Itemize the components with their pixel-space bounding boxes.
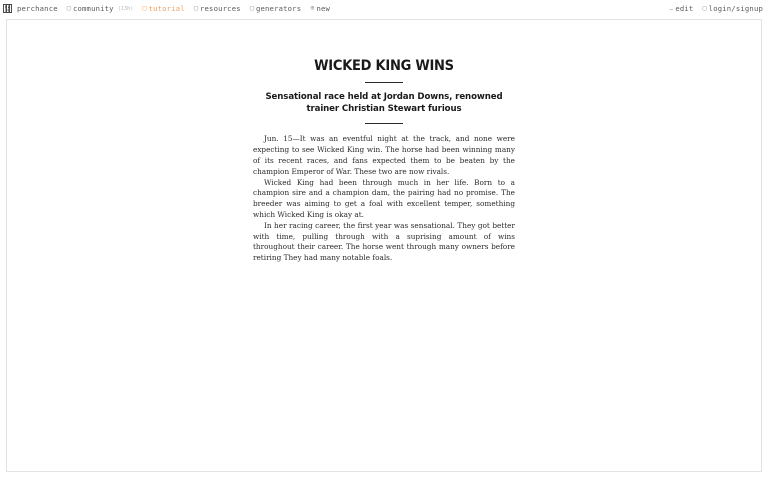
- nav-label-resources: resources: [200, 4, 241, 13]
- nav-item-new[interactable]: [310, 4, 330, 13]
- title-divider: [365, 82, 403, 83]
- book-icon: ▢: [193, 4, 198, 12]
- nav-label-login-signup: login/signup: [708, 4, 763, 13]
- nav-label-community: community: [72, 4, 114, 13]
- pencil-icon: ⚊: [669, 4, 674, 12]
- nav-item-perchance[interactable]: [3, 4, 58, 13]
- book-icon: ▢: [66, 4, 71, 12]
- nav-item-community[interactable]: [67, 4, 134, 13]
- article-paragraph: Jun. 15—It was an eventful night at the track, and none were expecting to see Wicked King win. The horse had been winning many of its recent races, and fans expected them to be beaten by the champion Emperor of War. These two are now rivals.: [253, 134, 515, 176]
- subtitle-divider: [365, 123, 403, 124]
- article-subtitle: Sensational race held at Jordan Downs, renowned trainer Christian Stewart furious: [265, 91, 503, 115]
- nav-item-edit[interactable]: [669, 4, 693, 13]
- article-title: WICKED KING WINS: [314, 58, 454, 74]
- nav-item-login-signup[interactable]: [702, 4, 763, 13]
- content-panel: [6, 19, 762, 472]
- nav-item-tutorial[interactable]: [142, 4, 184, 13]
- book-icon: ▢: [249, 4, 254, 12]
- article-paragraph: Wicked King had been through much in her life. Born to a champion sire and a champion dam, the pairing had no promise. The breeder was aiming to get a foal with excellent temper, something which Wicked King is okay at.: [253, 177, 515, 219]
- article-container: [253, 20, 515, 264]
- top-navigation-bar: [0, 0, 768, 17]
- nav-right-group: [669, 4, 763, 13]
- nav-label-new: new: [316, 4, 331, 13]
- nav-label-generators: generators: [255, 4, 302, 13]
- nav-label-perchance: perchance: [17, 4, 58, 13]
- nav-item-generators[interactable]: [250, 4, 302, 13]
- nav-item-resources[interactable]: [194, 4, 241, 13]
- book-icon: ▢: [142, 4, 147, 12]
- person-icon: ▢: [702, 4, 707, 12]
- community-unread-count: (13h): [117, 5, 134, 12]
- article-paragraph: In her racing career, the first year was sensational. They got better with time, pulling through with a suprising amount of wins throughout their career. The horse went through many owners before retiring They had many notable foals.: [253, 220, 515, 263]
- nav-label-edit: edit: [675, 4, 694, 13]
- globe-icon: ⊕: [310, 4, 315, 12]
- nav-left-group: [3, 4, 330, 13]
- nav-label-tutorial: tutorial: [148, 4, 185, 13]
- perchance-logo-icon: [3, 4, 12, 13]
